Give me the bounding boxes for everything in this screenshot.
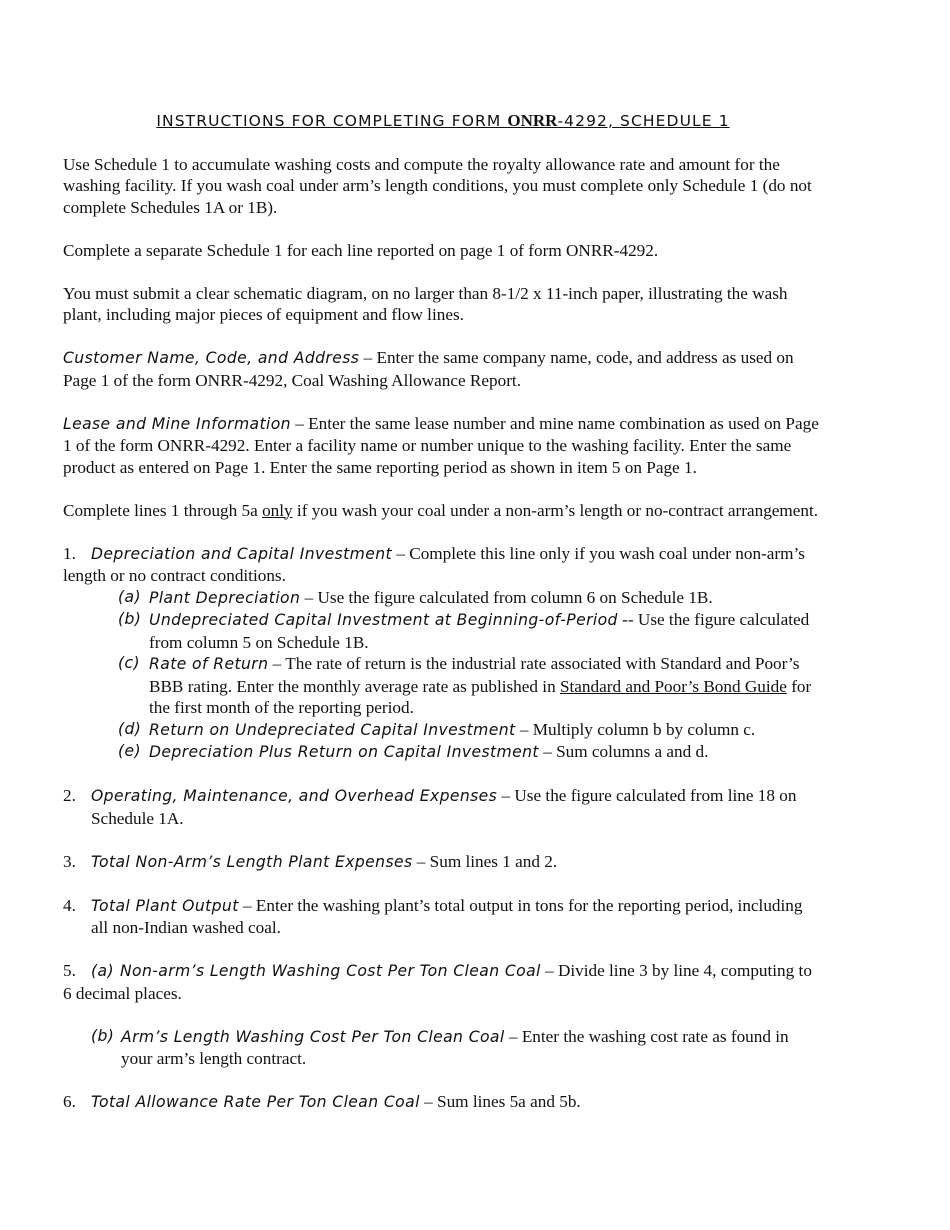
item-2-text: – Use the figure calculated from line 18 on Schedule 1A.	[91, 786, 797, 828]
item-4-heading: Total Plant Output	[91, 896, 239, 915]
item-1b-text: -- Use the figure calculated from column 5 on Schedule 1B.	[149, 610, 810, 652]
list-item-6	[63, 1091, 823, 1114]
item-1d-heading: Return on Undepreciated Capital Investment	[149, 720, 516, 739]
item-2-heading: Operating, Maintenance, and Overhead Expenses	[91, 787, 498, 805]
item-1c	[63, 653, 823, 719]
item-6-heading: Total Allowance Rate Per Ton Clean Coal	[91, 1093, 420, 1111]
lines-note-pre: Complete lines 1 through 5a	[63, 500, 263, 520]
item-2-number: 2.	[63, 786, 76, 805]
item-1b-heading: Undepreciated Capital Investment at Beginning-of-Period	[149, 611, 618, 629]
item-3-text: – Sum lines 1 and 2.	[412, 851, 558, 871]
item-1e-heading: Depreciation Plus Return on Capital Investment	[149, 743, 539, 761]
customer-info-text: – Enter the same company name, code, and address as used on Page 1 of the form ONRR-4292, Coal Washing Allowance Report.	[63, 348, 794, 390]
item-1-number: 1.	[63, 543, 76, 563]
item-5a-heading: Non-arm’s Length Washing Cost Per Ton Clean Coal	[119, 962, 541, 980]
item-3-number: 3.	[63, 851, 76, 871]
item-1-text: – Complete this line only if you wash coal under non-arm’s length or no contract conditions.	[63, 543, 805, 585]
item-1e-text: – Sum columns a and d.	[538, 742, 709, 761]
list-item-1	[63, 543, 823, 764]
item-6-text: – Sum lines 5a and 5b.	[419, 1092, 581, 1111]
item-1e	[63, 741, 823, 764]
item-4-text: – Enter the washing plant’s total output in tons for the reporting period, including all non-Indian washed coal.	[91, 895, 803, 937]
paragraph-schematic-diagram: You must submit a clear schematic diagram, on no larger than 8-1/2 x 11-inch paper, illustrating the wash plant, including major pieces of equipment and flow lines.	[63, 283, 788, 324]
item-5b-heading: Arm’s Length Washing Cost Per Ton Clean Coal	[121, 1027, 505, 1046]
paragraph-separate-schedule: Complete a separate Schedule 1 for each line reported on page 1 of form ONRR-4292.	[63, 240, 659, 260]
list-item-4	[63, 895, 823, 939]
lease-mine-text: – Enter the same lease number and mine name combination as used on Page 1 of the form ONRR-4292. Enter a facility name or number unique to the washing facility. Enter the same product as entered on Page 1. Enter the same reporting period as shown in item 5 on Page 1.	[63, 413, 819, 477]
item-5b-letter: (b)	[91, 1026, 115, 1045]
customer-info-heading: Customer Name, Code, and Address	[63, 349, 360, 367]
list-item-3	[63, 851, 823, 874]
title-suffix: -4292, SCHEDULE 1	[557, 112, 730, 130]
item-1c-heading: Rate of Return	[149, 655, 269, 673]
item-1b-letter: (b)	[118, 610, 142, 628]
lines-note-only: only	[262, 500, 293, 520]
paragraph-schedule-usage: Use Schedule 1 to accumulate washing costs and compute the royalty allowance rate and amount for the washing facility. If you wash coal under arm’s length conditions, you must complete only Schedule 1 (do not complete Schedules 1A or 1B).	[63, 154, 812, 217]
item-1c-text: – The rate of return is the industrial rate associated with Standard and Poor’s BBB rating. Enter the monthly average rate as published in	[149, 654, 800, 696]
list-item-2	[63, 785, 823, 829]
item-1a-heading: Plant Depreciation	[149, 588, 301, 607]
item-1-heading: Depreciation and Capital Investment	[91, 544, 393, 563]
item-6-number: 6.	[63, 1092, 76, 1111]
item-1e-letter: (e)	[118, 742, 141, 760]
item-3-heading: Total Non-Arm’s Length Plant Expenses	[91, 852, 413, 871]
document-page	[63, 110, 823, 1135]
item-1c-text-end: for the first month of the reporting period.	[149, 676, 812, 717]
item-1b	[63, 609, 823, 653]
title-form-bold: ONRR	[507, 111, 558, 130]
paragraph-customer-info	[63, 347, 823, 391]
item-5-number: 5.	[63, 961, 76, 980]
item-5b-text: – Enter the washing cost rate as found in your arm’s length contract.	[121, 1026, 789, 1068]
paragraph-lines-note	[63, 500, 823, 522]
page-title	[63, 110, 823, 133]
bond-guide-title: Standard and Poor’s Bond Guide	[559, 676, 787, 696]
item-1d-text: – Multiply column b by column c.	[515, 719, 756, 739]
paragraph-lease-mine	[63, 413, 823, 479]
title-prefix: INSTRUCTIONS FOR COMPLETING FORM	[156, 112, 508, 130]
item-1d	[63, 719, 823, 742]
item-1d-letter: (d)	[118, 719, 142, 738]
item-1a-letter: (a)	[118, 587, 141, 606]
item-5a-text: – Divide line 3 by line 4, computing to 6 decimal places.	[63, 961, 812, 1003]
list-item-5a	[63, 960, 823, 1004]
item-1c-letter: (c)	[118, 654, 140, 672]
item-5a-letter: (a)	[91, 962, 114, 980]
item-1a	[63, 587, 823, 610]
item-1a-text: – Use the figure calculated from column 6 on Schedule 1B.	[300, 587, 713, 607]
item-1-intro	[63, 543, 823, 587]
lease-mine-heading: Lease and Mine Information	[63, 414, 291, 433]
lines-note-post: if you wash your coal under a non-arm’s length or no-contract arrangement.	[292, 500, 819, 520]
list-item-5b	[63, 1026, 823, 1070]
item-4-number: 4.	[63, 895, 76, 915]
